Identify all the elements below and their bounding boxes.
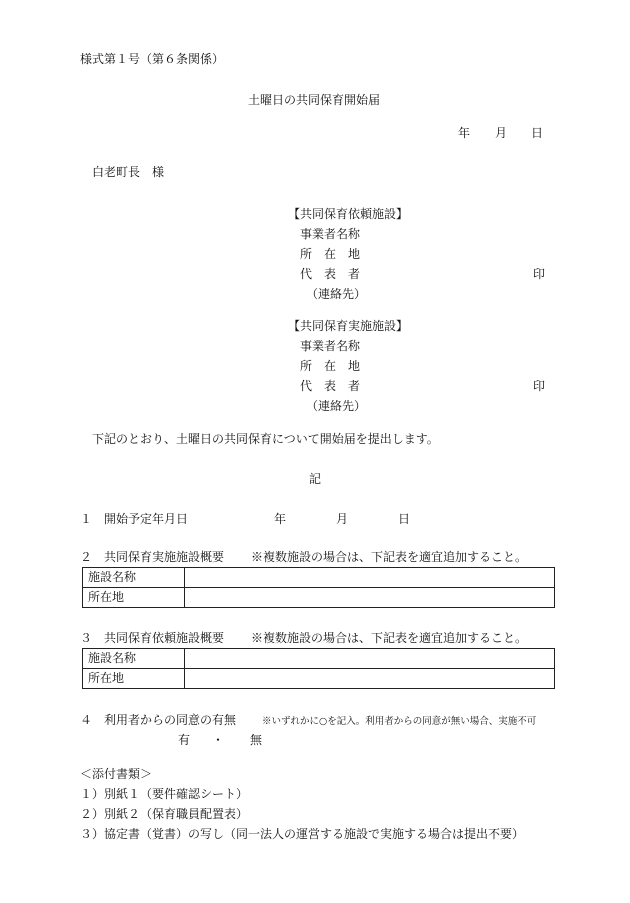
- implementing-facility-header: 【共同保育実施施設】: [288, 319, 409, 333]
- consent-note: ※いずれかに○を記入。利用者からの同意が無い場合、実施不可: [262, 716, 537, 727]
- attachment-item-1: １）別紙１（要件確認シート）: [80, 787, 249, 801]
- implementing-overview-note: ※複数施設の場合は、下記表を適宜追加すること。: [251, 550, 528, 564]
- address-field[interactable]: [185, 588, 555, 608]
- implementing-seal-mark: 印: [533, 379, 546, 393]
- consent-no-option[interactable]: 無: [250, 733, 263, 747]
- address-header: 所在地: [83, 588, 185, 608]
- table-row: [83, 669, 555, 689]
- implementing-overview-table: [82, 567, 555, 608]
- requesting-contact-label: （連絡先）: [306, 287, 367, 301]
- requesting-seal-mark: 印: [533, 267, 546, 281]
- address-header: 所在地: [83, 669, 185, 689]
- requesting-facility-header: 【共同保育依頼施設】: [288, 207, 409, 221]
- requesting-representative-label: 代 表 者: [300, 267, 361, 281]
- ki-heading: 記: [309, 472, 322, 486]
- attachment-item-2: ２）別紙２（保育職員配置表）: [80, 807, 249, 821]
- implementing-address-label: 所 在 地: [300, 359, 361, 373]
- requesting-overview-note: ※複数施設の場合は、下記表を適宜追加すること。: [251, 631, 528, 645]
- requesting-address-label: 所 在 地: [300, 247, 361, 261]
- table-row: [83, 649, 555, 669]
- date-year-label: 年: [458, 126, 471, 140]
- facility-name-field[interactable]: [185, 649, 555, 669]
- attachments-header: ＜添付書類＞: [80, 767, 153, 781]
- implementing-overview-label: ２ 共同保育実施施設概要: [80, 550, 225, 564]
- consent-separator: ・: [212, 733, 225, 747]
- address-field[interactable]: [185, 669, 555, 689]
- consent-label: ４ 利用者からの同意の有無: [80, 713, 237, 727]
- table-row: [83, 588, 555, 608]
- start-date-month: 月: [336, 512, 349, 526]
- attachment-item-3: ３）協定書（覚書）の写し（同一法人の運営する施設で実施する場合は提出不要）: [80, 827, 525, 841]
- facility-name-header: 施設名称: [83, 649, 185, 669]
- form-number: 様式第１号（第６条関係）: [80, 52, 225, 66]
- date-day-label: 日: [531, 126, 544, 140]
- requesting-overview-table: [82, 648, 555, 689]
- start-date-day: 日: [398, 512, 411, 526]
- requesting-overview-label: ３ 共同保育依頼施設概要: [80, 631, 225, 645]
- document-title: 土曜日の共同保育開始届: [248, 93, 381, 107]
- requesting-business-name-label: 事業者名称: [300, 227, 361, 241]
- table-row: [83, 568, 555, 588]
- addressee: 白老町長 様: [92, 165, 165, 179]
- start-date-year: 年: [274, 512, 287, 526]
- date-month-label: 月: [495, 126, 508, 140]
- facility-name-field[interactable]: [185, 568, 555, 588]
- implementing-contact-label: （連絡先）: [306, 399, 367, 413]
- intro-text: 下記のとおり、土曜日の共同保育について開始届を提出します。: [92, 432, 439, 446]
- implementing-business-name-label: 事業者名称: [300, 339, 361, 353]
- start-date-label: １ 開始予定年月日: [80, 512, 189, 526]
- implementing-representative-label: 代 表 者: [300, 379, 361, 393]
- facility-name-header: 施設名称: [83, 568, 185, 588]
- consent-yes-option[interactable]: 有: [178, 733, 191, 747]
